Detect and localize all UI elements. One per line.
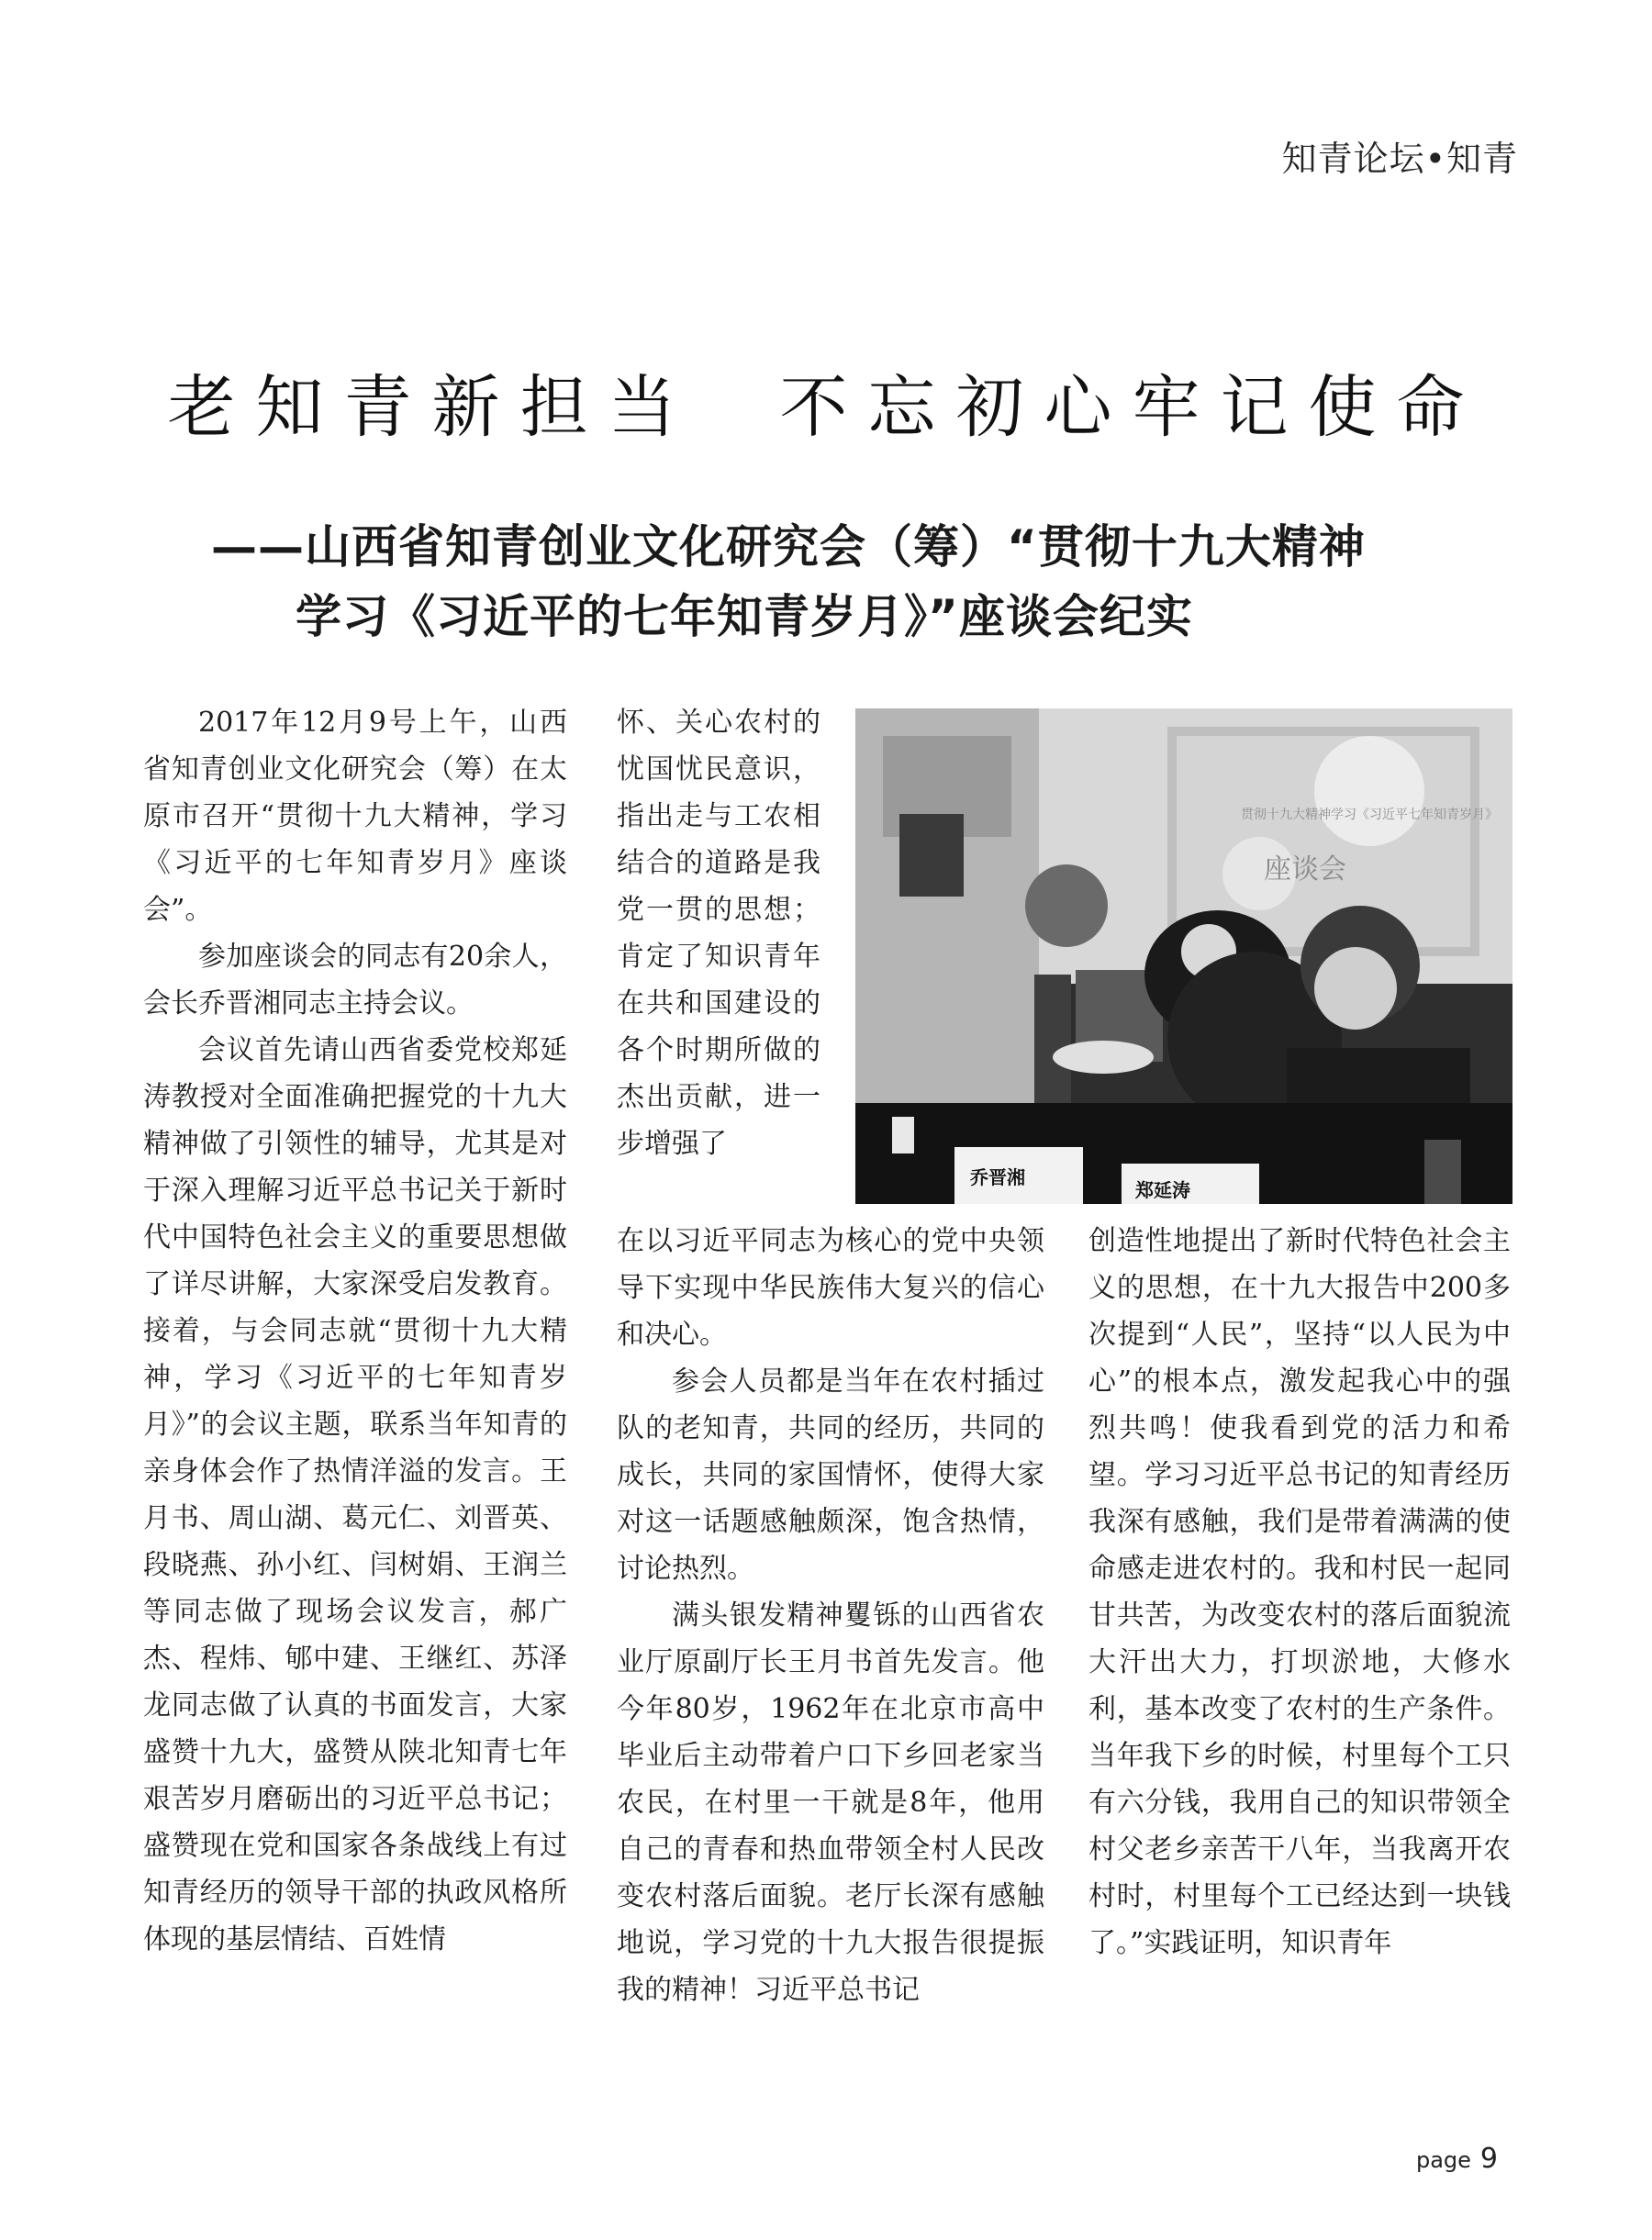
body-column-2-top bbox=[617, 699, 820, 1167]
paragraph: 2017年12月9号上午，山西省知青创业文化研究会（筹）在太原市召开“贯彻十九大精神，学习《习近平的七年知青岁月》座谈会”。 bbox=[143, 707, 567, 926]
article-subtitle-line2: 学习《习近平的七年知青岁月》”座谈会纪实 bbox=[296, 590, 1193, 643]
body-column-3 bbox=[1088, 1218, 1511, 1967]
paragraph: 怀、关心农村的忧国忧民意识，指出走与工农相结合的道路是我党一贯的思想；肯定了知识青年在共和国建设的各个时期所做的杰出贡献，进一步增强了 bbox=[617, 707, 820, 1160]
paragraph: 参加座谈会的同志有20余人，会长乔晋湘同志主持会议。 bbox=[143, 941, 567, 1020]
paragraph: 参会人员都是当年在农村插过队的老知青，共同的经历，共同的成长，共同的家国情怀，使得大家对这一话题感触颇深，饱含热情，讨论热烈。 bbox=[617, 1365, 1044, 1585]
slide-title-text: 座谈会 bbox=[1264, 853, 1346, 886]
article-subtitle-line1: ——山西省知青创业文化研究会（筹）“贯彻十九大精神 bbox=[211, 520, 1366, 574]
body-column-2-bottom bbox=[617, 1218, 1044, 2013]
paragraph: 会议首先请山西省委党校郑延涛教授对全面准确把握党的十九大精神做了引领性的辅导，尤其是对于深入理解习近平总书记关于新时代中国特色社会主义的重要思想做了详尽讲解，大家深受启发教育。接着，与会同志就“贯彻十九大精神，学习《习近平的七年知青岁月》”的会议主题，联系当年知青的亲身体会作了热情洋溢的发言。王月书、周山湖、葛元仁、刘晋英、段晓燕、孙小红、闫树娟、王润兰等同志做了现场会议发言，郝广杰、程炜、郇中建、王继红、苏泽龙同志做了认真的书面发言，大家盛赞十九大，盛赞从陕北知青七年艰苦岁月磨砺出的习近平总书记；盛赞现在党和国家各条战线上有过知青经历的领导干部的执政风格所体现的基层情结、百姓情 bbox=[143, 1034, 567, 1956]
page-number bbox=[1416, 2143, 1498, 2175]
page-label: page bbox=[1415, 2147, 1471, 2173]
article-title: 老知青新担当 不忘初心牢记使命 bbox=[167, 368, 1485, 447]
paragraph: 创造性地提出了新时代特色社会主义的思想，在十九大报告中200多次提到“人民”，坚持“以人民为中心”的根本点，激发起我心中的强烈共鸣！使我看到党的活力和希望。学习习近平总书记的知青经历我深有感触，我们是带着满满的使命感走进农村的。我和村民一起同甘共苦，为改变农村的落后面貌流大汗出大力，打坝淤地，大修水利，基本改变了农村的生产条件。当年我下乡的时候，村里每个工只有六分钱，我用自己的知识带领全村父老乡亲苦干八年，当我离开农村时，村里每个工已经达到一块钱了。”实践证明，知识青年 bbox=[1088, 1225, 1511, 1959]
nameplate-right: 郑延涛 bbox=[1135, 1179, 1190, 1201]
meeting-photo bbox=[855, 708, 1512, 1204]
slide-subtitle-text: 贯彻十九大精神学习《习近平七年知青岁月》 bbox=[1241, 808, 1498, 822]
paragraph: 在以习近平同志为核心的党中央领导下实现中华民族伟大复兴的信心和决心。 bbox=[617, 1225, 1044, 1351]
section-header: 知青论坛•知青 bbox=[1281, 139, 1518, 179]
nameplate-left: 乔晋湘 bbox=[970, 1166, 1025, 1188]
page-number-value: 9 bbox=[1479, 2143, 1498, 2175]
paragraph: 满头银发精神矍铄的山西省农业厅原副厅长王月书首先发言。他今年80岁，1962年在北京市高中毕业后主动带着户口下乡回老家当农民，在村里一干就是8年，他用自己的青春和热血带领全村人民改变农村落后面貌。老厅长深有感触地说，学习党的十九大报告很提振我的精神！习近平总书记 bbox=[617, 1599, 1044, 2006]
body-column-1 bbox=[143, 699, 567, 1963]
